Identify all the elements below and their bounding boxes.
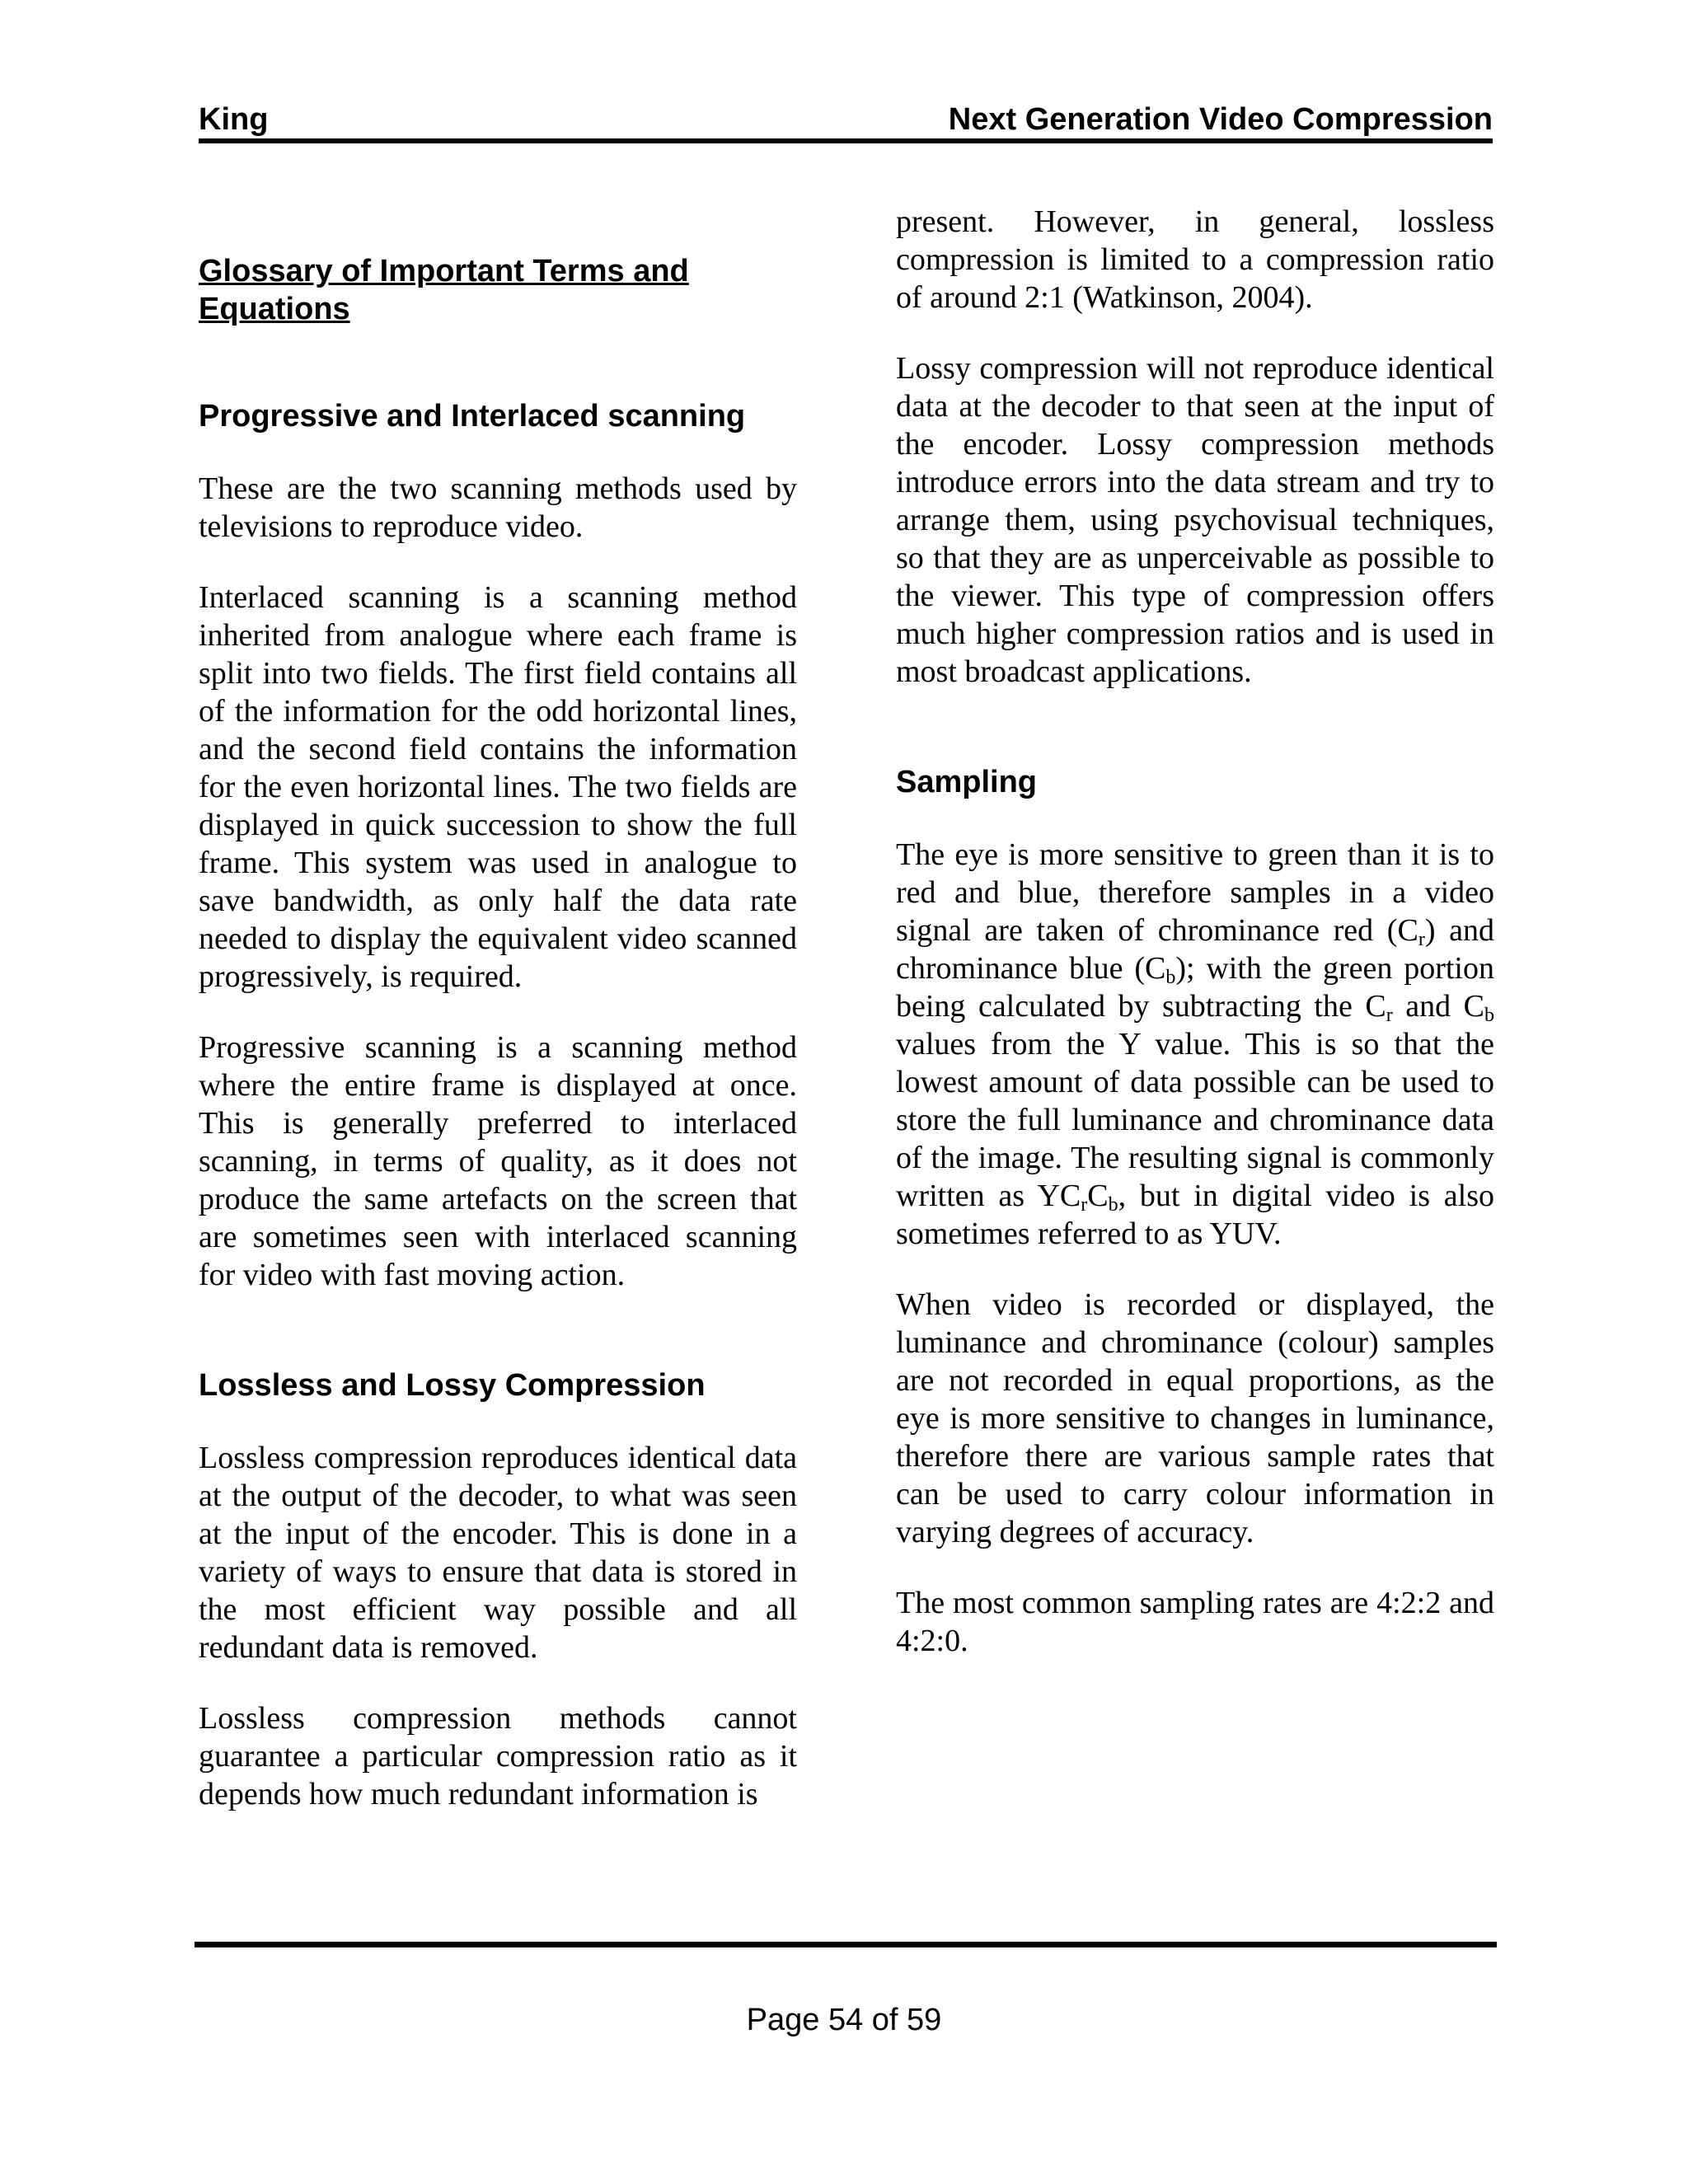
sampling-text: ); with the green portion being calculated by subtracting the [896, 951, 1494, 1024]
subscript-b: b [1108, 1194, 1118, 1216]
right-column [896, 198, 1494, 1693]
header-author: King [199, 102, 269, 137]
sampling-paragraph-2: When video is recorded or displayed, the luminance and chrominance (colour) samples are not recorded in equal proportions, as the eye is more sensitive to changes in luminance, therefore there are various sample rates that can be used to carry colour information in varying degrees of accuracy. [896, 1287, 1494, 1549]
symbol-chrominance: C [1144, 951, 1166, 986]
subscript-b: b [1165, 967, 1176, 988]
header-rule [199, 138, 1493, 143]
page-header [199, 97, 1493, 142]
subscript-r: r [1418, 929, 1425, 950]
glossary-title: Glossary of Important Terms and Equations [199, 254, 689, 326]
symbol-ycrcb: YC [1037, 1179, 1081, 1213]
page-number: Page 54 of 59 [746, 2003, 942, 2037]
symbol-chrominance: C [1087, 1179, 1109, 1213]
sampling-text: ) and chrominance blue ( [896, 913, 1494, 986]
scanning-paragraph-3: Progressive scanning is a scanning method where the entire frame is displayed at once. This is generally preferred to interlaced scanning, in terms of quality, as it does not produce the same artefacts on the screen that are sometimes seen with interlaced scanning for video with fast moving action. [199, 1030, 797, 1292]
heading-sampling: Sampling [896, 765, 1038, 799]
subscript-r: r [1081, 1194, 1088, 1216]
compression-paragraph-3: Lossy compression will not reproduce identical data at the decoder to that seen at the input of the encoder. Lossy compression methods introduce errors into the data stream and try to arrange them, using psychovisual techniques, so that they are as unperceivable as possible to the viewer. This type of compression offers much higher compression ratios and is used in most broadcast applications. [896, 351, 1494, 689]
sampling-text: and [1392, 989, 1464, 1024]
compression-paragraph-2-start: Lossless compression methods cannot guarantee a particular compression ratio as it depends how much redundant information is [199, 1701, 797, 1811]
compression-paragraph-1: Lossless compression reproduces identical data at the output of the decoder, to what was seen at the input of the encoder. This is done in a variety of ways to ensure that data is stored in the most efficient way possible and all redundant data is removed. [199, 1441, 797, 1665]
heading-compression: Lossless and Lossy Compression [199, 1368, 706, 1403]
sampling-paragraph-3: The most common sampling rates are 4:2:2 and 4:2:0. [896, 1586, 1494, 1658]
scanning-paragraph-2: Interlaced scanning is a scanning method inherited from analogue where each frame is split into two fields. The first field contains all of the information for the odd horizontal lines, and the second field contains the information for the even horizontal lines. The two fields are displayed in quick succession to show the full frame. This system was used in analogue to save bandwidth, as only half the data rate needed to display the equivalent video scanned progressively, is required. [199, 580, 797, 994]
subscript-b: b [1484, 1005, 1495, 1026]
scanning-paragraph-1: These are the two scanning methods used by televisions to reproduce video. [199, 471, 797, 544]
symbol-chrominance: C [1365, 989, 1386, 1024]
subscript-r: r [1386, 1005, 1393, 1026]
sampling-text: values from the Y value. This is so that the lowest amount of data possible can be used to store the full luminance and chrominance data of the image. The resulting signal is commonly written as [896, 1027, 1494, 1213]
sampling-text: , but in digital video is also sometimes referred to as YUV. [896, 1179, 1494, 1251]
symbol-chrominance: C [1463, 989, 1485, 1024]
symbol-chrominance: C [1397, 913, 1418, 948]
header-document-title: Next Generation Video Compression [948, 102, 1493, 137]
compression-paragraph-2-end: present. However, in general, lossless compression is limited to a compression ratio of around 2:1 (Watkinson, 2004). [896, 204, 1494, 315]
sampling-paragraph-1 [896, 836, 1494, 1253]
left-column [199, 198, 797, 1846]
heading-scanning: Progressive and Interlaced scanning [199, 399, 746, 434]
sampling-text: The eye is more sensitive to green than it is to red and blue, therefore samples in a video signal are taken of chrominance red ( [896, 837, 1494, 948]
footer-rule [195, 1942, 1497, 1947]
